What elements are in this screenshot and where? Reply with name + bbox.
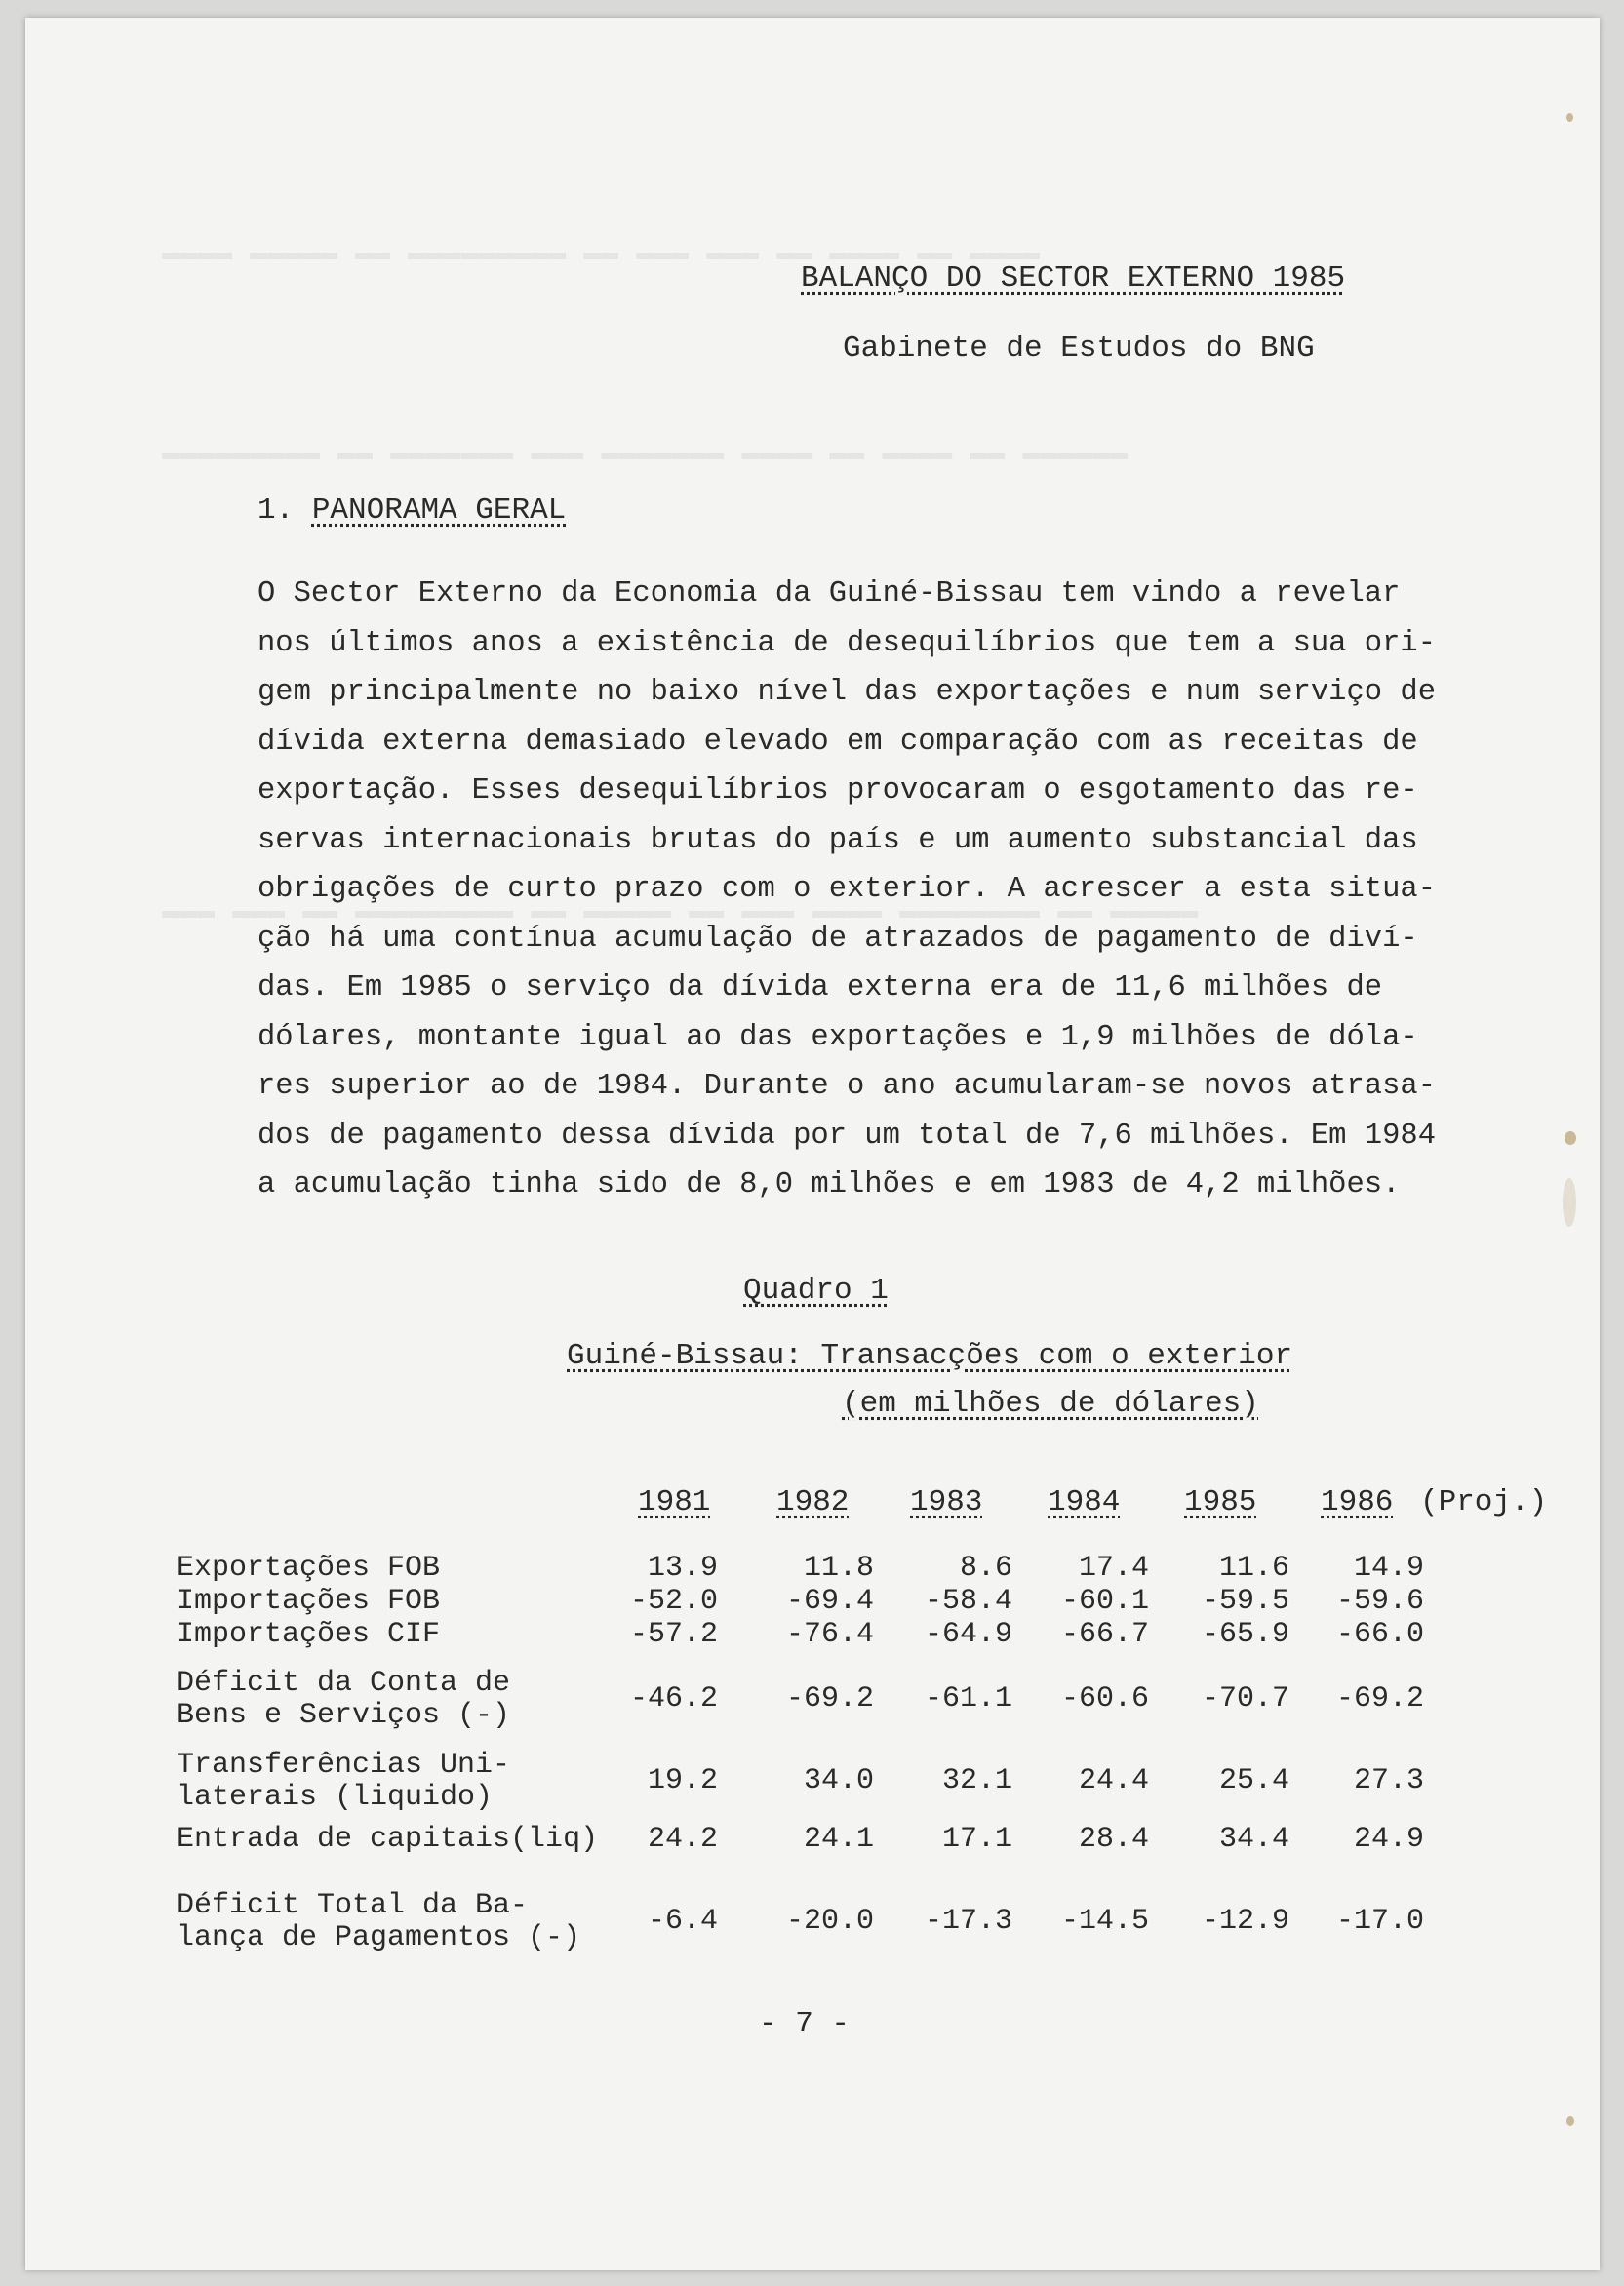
table-cell: -64.9 [924, 1618, 1012, 1651]
table-units: (em milhões de dólares) [842, 1387, 1259, 1421]
paper-stain [1565, 1131, 1576, 1145]
paper-stain [1566, 113, 1573, 122]
document-title: BALANÇO DO SECTOR EXTERNO 1985 [801, 261, 1346, 296]
table-cell: 17.1 [941, 1823, 1012, 1856]
row-label: Déficit Total da Ba- lança de Pagamentos (-) [177, 1889, 581, 1954]
table-cell: -61.1 [924, 1682, 1012, 1715]
table-cell: 27.3 [1353, 1764, 1424, 1797]
row-label: Importações FOB [177, 1585, 441, 1618]
table-cell: 34.0 [803, 1764, 874, 1797]
row-label: Importações CIF [177, 1618, 441, 1651]
paragraph-line: res superior ao de 1984. Durante o ano acumularam-se novos atrasa- [257, 1070, 1436, 1103]
row-label: Exportações FOB [177, 1552, 441, 1585]
table-cell: -66.0 [1335, 1618, 1424, 1651]
table-cell: -66.7 [1060, 1618, 1149, 1651]
table-cell: 14.9 [1353, 1552, 1424, 1585]
bleed-through-text: ▬▬▬▬▬ ▬▬ ▬▬▬▬▬▬▬▬ ▬▬▬▬ ▬▬▬ ▬▬ ▬▬▬▬▬ ▬▬ ▬▬▬▬▬▬▬▬▬ ▬▬ ▬▬▬ ▬▬▬ [162, 895, 1199, 928]
paragraph-line: ção há uma contínua acumulação de atrazados de pagamento de diví- [257, 922, 1418, 956]
table-cell: 17.4 [1078, 1552, 1149, 1585]
projection-label: (Proj.) [1420, 1485, 1548, 1519]
section-title: PANORAMA GERAL [311, 493, 567, 528]
paragraph-line: a acumulação tinha sido de 8,0 milhões e em 1983 de 4,2 milhões. [257, 1168, 1401, 1202]
table-cell: -69.4 [785, 1585, 874, 1618]
year-header-cell: 1981 [638, 1485, 711, 1519]
paragraph-line: O Sector Externo da Economia da Guiné-Bissau tem vindo a revelar [257, 577, 1401, 611]
table-cell: -57.2 [629, 1618, 718, 1651]
table-cell: 24.4 [1078, 1764, 1149, 1797]
table-cell: -59.6 [1335, 1585, 1424, 1618]
table-cell: -76.4 [785, 1618, 874, 1651]
table-cell: -59.5 [1201, 1585, 1289, 1618]
paragraph-line: nos últimos anos a existência de desequilíbrios que tem a sua ori- [257, 626, 1436, 660]
paragraph-line: exportação. Esses desequilíbrios provocaram o esgotamento das re- [257, 774, 1418, 808]
year-header-cell: 1986 [1321, 1485, 1394, 1519]
table-cell: -69.2 [785, 1682, 874, 1715]
table-cell: -46.2 [629, 1682, 718, 1715]
table-cell: -58.4 [924, 1585, 1012, 1618]
paper-stain [1566, 2116, 1574, 2126]
row-label: Déficit da Conta de Bens e Serviços (-) [177, 1667, 511, 1732]
table-cell: -52.0 [629, 1585, 718, 1618]
section-number: 1. [257, 493, 295, 528]
table-cell: -6.4 [647, 1905, 718, 1938]
section-heading [257, 493, 566, 528]
paragraph-line: gem principalmente no baixo nível das exportações e num serviço de [257, 676, 1436, 709]
table-cell: -60.1 [1060, 1585, 1149, 1618]
document-page [25, 18, 1600, 2270]
table-cell: -12.9 [1201, 1905, 1289, 1938]
table-cell: 34.4 [1218, 1823, 1289, 1856]
year-header-cell: 1982 [776, 1485, 850, 1519]
table-cell: -70.7 [1201, 1682, 1289, 1715]
bleed-through-text: ▬▬▬▬ ▬▬ ▬▬▬▬ ▬▬ ▬▬▬ ▬▬▬ ▬▬ ▬▬▬▬▬▬▬▬▬ ▬▬ ▬▬▬▬▬ ▬▬▬▬ [162, 237, 1041, 270]
table-cell: 11.6 [1218, 1552, 1289, 1585]
table-cell: 11.8 [803, 1552, 874, 1585]
paragraph-line: das. Em 1985 o serviço da dívida externa era de 11,6 milhões de [257, 971, 1383, 1005]
row-label: Entrada de capitais(liq) [177, 1823, 599, 1856]
paragraph-line: obrigações de curto prazo com o exterior. A acrescer a esta situa- [257, 873, 1436, 906]
table-cell: -60.6 [1060, 1682, 1149, 1715]
row-label: Transferências Uni- laterais (liquido) [177, 1749, 511, 1814]
table-cell: -69.2 [1335, 1682, 1424, 1715]
table-cell: 24.1 [803, 1823, 874, 1856]
page-number: - 7 - [759, 2007, 851, 2041]
paragraph-line: dólares, montante igual ao das exportações e 1,9 milhões de dóla- [257, 1020, 1418, 1054]
body-paragraph [257, 570, 1545, 1210]
table-cell: 24.9 [1353, 1823, 1424, 1856]
table-cell: -17.3 [924, 1905, 1012, 1938]
table-cell: -65.9 [1201, 1618, 1289, 1651]
table-cell: 28.4 [1078, 1823, 1149, 1856]
year-header-cell: 1985 [1184, 1485, 1257, 1519]
table-cell: 32.1 [941, 1764, 1012, 1797]
table-cell: 24.2 [647, 1823, 718, 1856]
table-cell: -17.0 [1335, 1905, 1424, 1938]
paper-stain [1563, 1178, 1576, 1227]
document-subtitle: Gabinete de Estudos do BNG [843, 332, 1315, 366]
table-title: Quadro 1 [743, 1274, 889, 1308]
year-header-cell: 1983 [910, 1485, 983, 1519]
table-cell: 8.6 [959, 1552, 1012, 1585]
bleed-through-text: ▬▬▬▬▬▬ ▬▬ ▬▬▬▬ ▬▬ ▬▬▬▬ ▬▬▬▬▬▬▬ ▬▬▬ ▬▬▬▬▬▬▬ ▬▬ ▬▬▬▬▬▬▬▬▬ [162, 437, 1129, 470]
table-cell: -20.0 [785, 1905, 874, 1938]
table-cell: -14.5 [1060, 1905, 1149, 1938]
table-subtitle: Guiné-Bissau: Transacções com o exterior [567, 1339, 1293, 1373]
year-header-cell: 1984 [1048, 1485, 1121, 1519]
paragraph-line: dívida externa demasiado elevado em comparação com as receitas de [257, 725, 1418, 759]
paragraph-line: dos de pagamento dessa dívida por um total de 7,6 milhões. Em 1984 [257, 1119, 1436, 1153]
paragraph-line: servas internacionais brutas do país e um aumento substancial das [257, 823, 1418, 857]
table-cell: 13.9 [647, 1552, 718, 1585]
table-cell: 25.4 [1218, 1764, 1289, 1797]
table-cell: 19.2 [647, 1764, 718, 1797]
